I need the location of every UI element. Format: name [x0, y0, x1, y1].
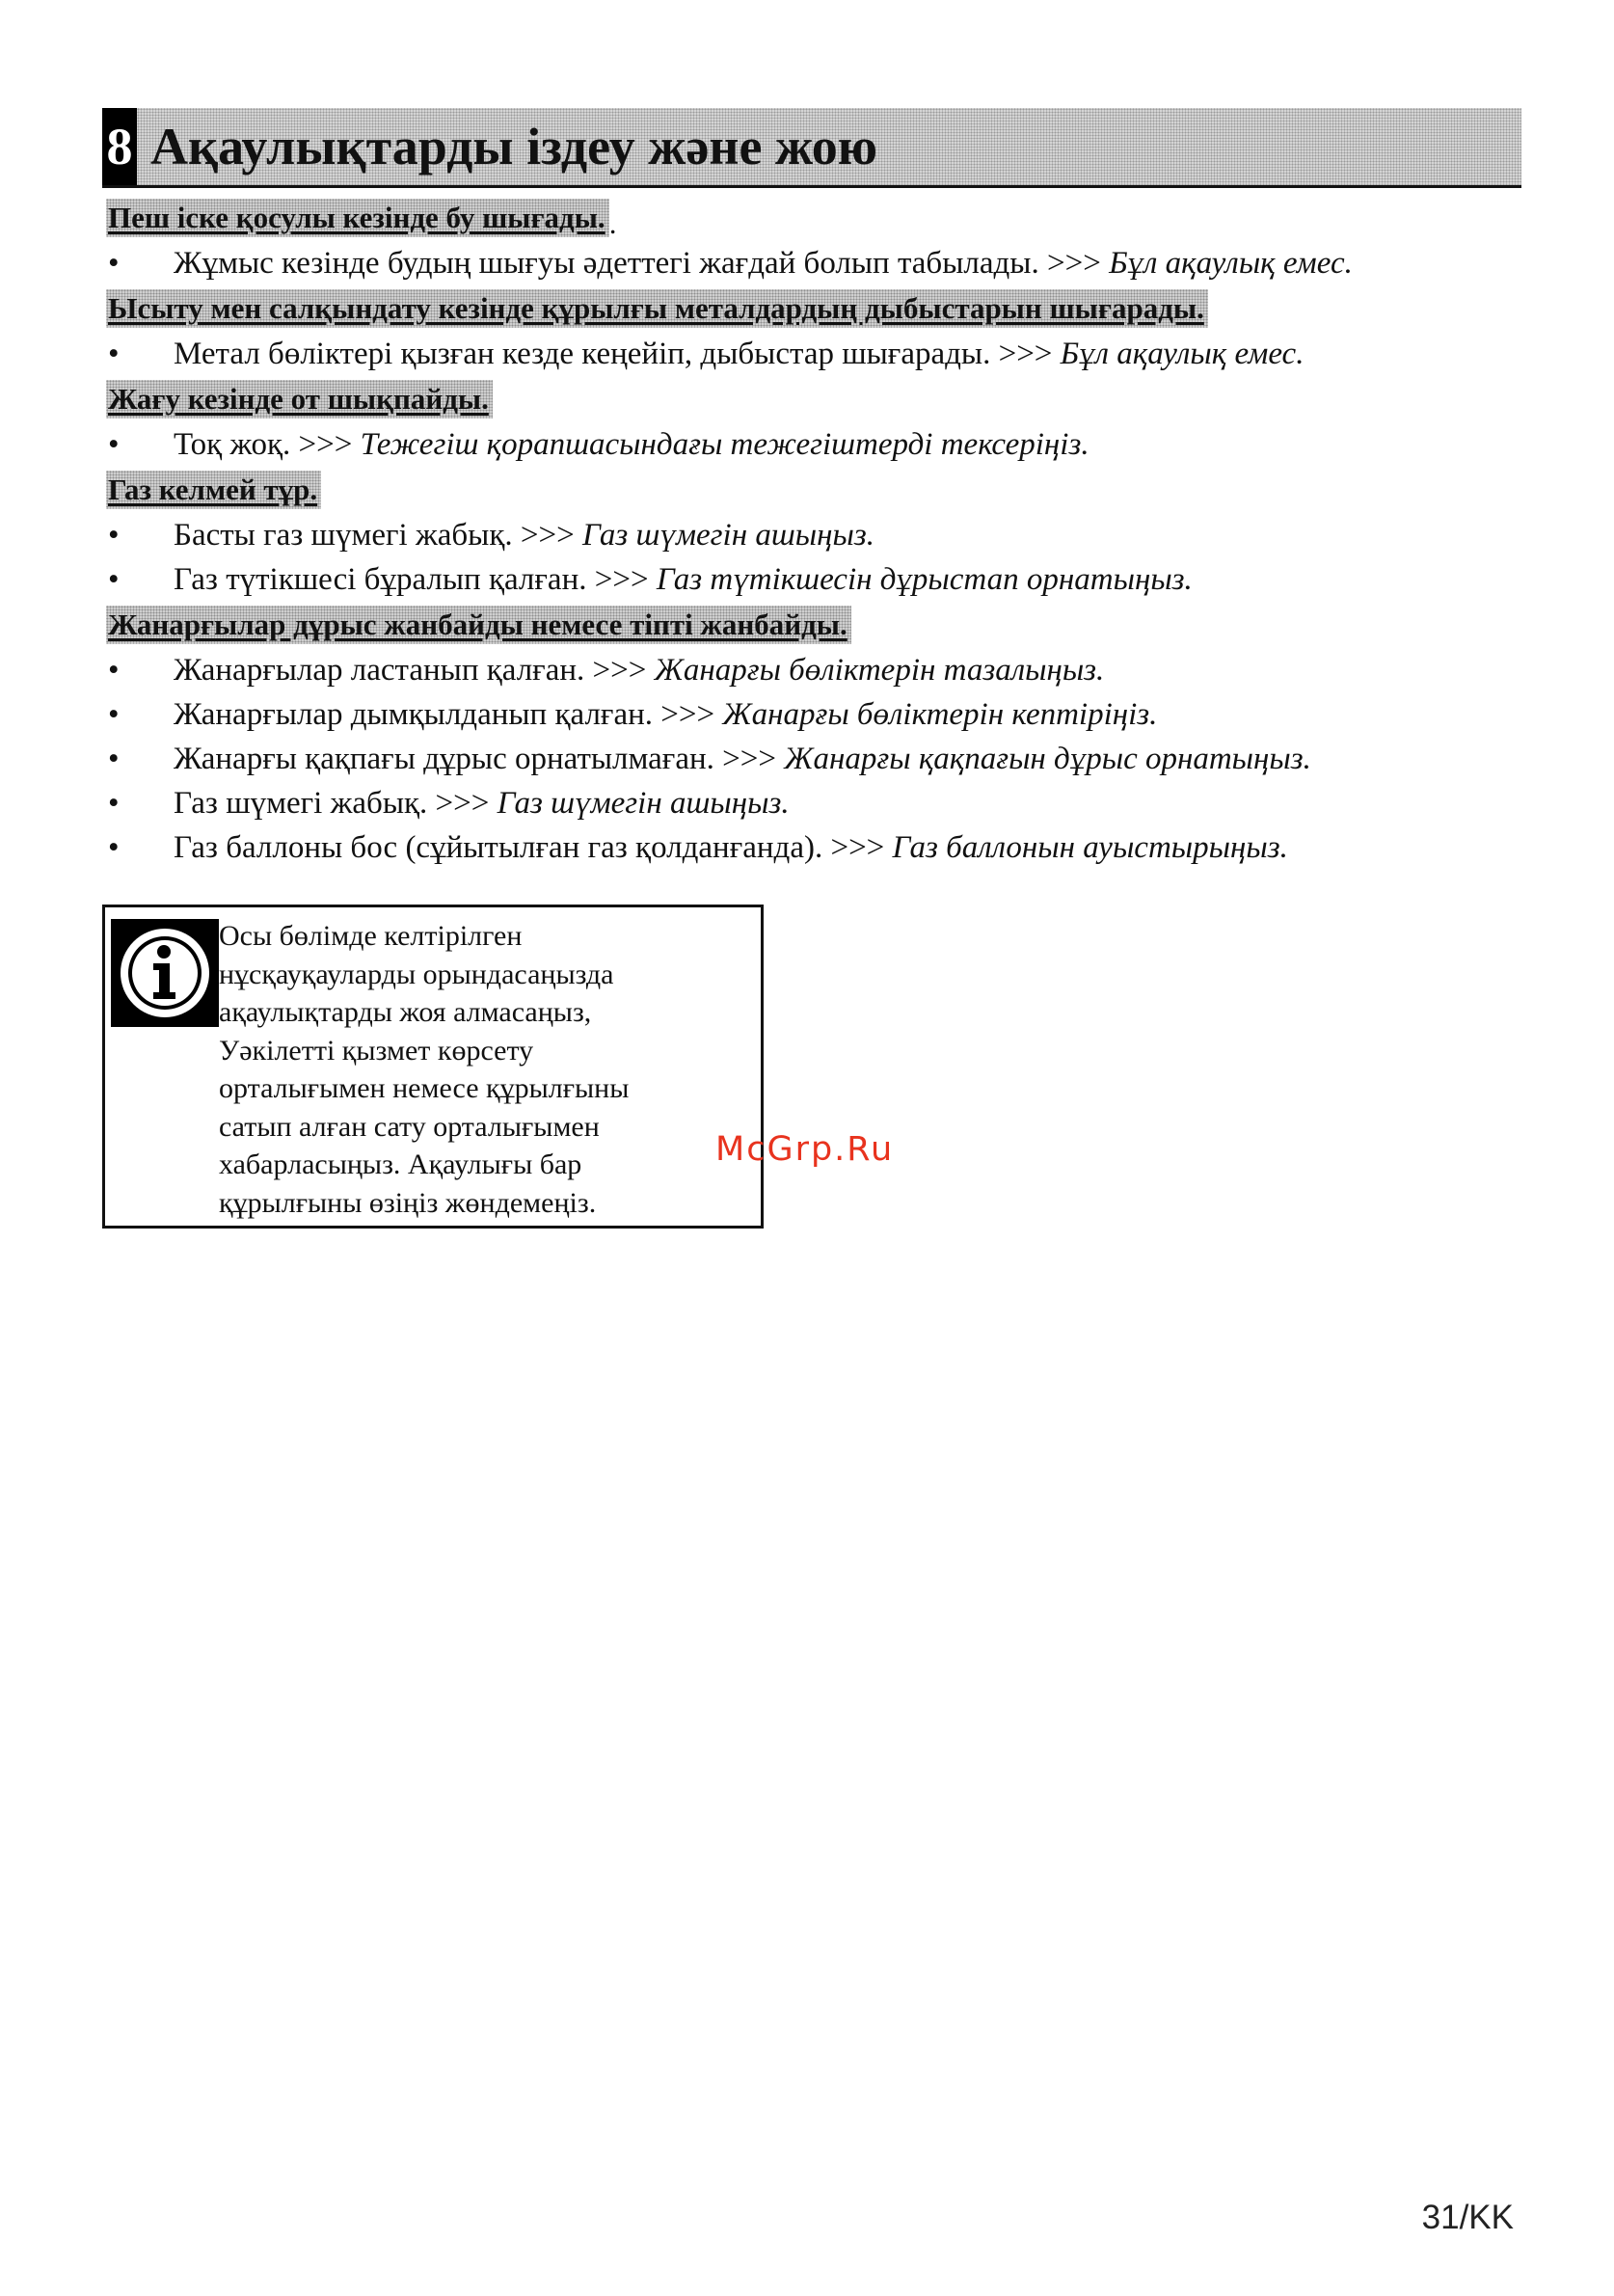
list-item: [106, 692, 1523, 737]
bullet-icon: •: [108, 427, 120, 462]
info-line: сатып алған сату орталығымен: [219, 1110, 600, 1143]
bullet-icon: •: [108, 830, 120, 865]
bullet-icon: •: [108, 246, 120, 281]
list-item: [106, 781, 1523, 825]
section-heading: Газ келмей тұр.: [106, 471, 321, 509]
cause-list: [106, 241, 1523, 285]
list-item: [106, 648, 1523, 692]
remedy-text: Газ шүмегін ашыңыз.: [497, 786, 790, 821]
remedy-text: Жанарғы бөліктерін кептіріңіз.: [722, 697, 1158, 732]
section-steam: [106, 195, 1523, 285]
section-no-gas: [106, 467, 1523, 602]
info-line: орталығымен немесе құрылғыны: [219, 1072, 630, 1104]
chapter-number: 8: [102, 108, 137, 185]
list-item: [106, 825, 1523, 870]
heading-suffix: .: [608, 206, 617, 240]
section-metal-sounds: [106, 285, 1523, 376]
remedy-text: Бұл ақаулық емес.: [1109, 246, 1353, 281]
remedy-text: Газ түтікшесін дұрыстап орнатыңыз.: [656, 562, 1193, 597]
info-note: [102, 905, 764, 1229]
cause-text: Жанарғылар ластанып қалған. >>>: [174, 653, 655, 688]
remedy-text: Газ шүмегін ашыңыз.: [581, 518, 874, 553]
cause-text: Метал бөліктері қызған кезде кеңейіп, дыбыстар шығарады. >>>: [174, 337, 1061, 371]
watermark: McGrp.Ru: [715, 1130, 895, 1169]
info-line: Осы бөлімде келтірілген: [219, 920, 523, 952]
list-item: [106, 332, 1523, 376]
remedy-text: Бұл ақаулық емес.: [1060, 337, 1305, 371]
section-heading: Жағу кезінде от шықпайды.: [106, 380, 493, 419]
info-line: хабарласыңыз. Ақаулығы бар: [219, 1148, 582, 1180]
bullet-icon: •: [108, 742, 120, 776]
page-number: 31/KK: [1421, 2199, 1514, 2236]
section-heading: Ысыту мен салқындату кезінде құрылғы металдардың дыбыстарын шығарады.: [106, 289, 1208, 328]
cause-list: [106, 332, 1523, 376]
cause-text: Газ баллоны бос (сұйытылған газ қолданғанда). >>>: [174, 830, 893, 865]
remedy-text: Газ баллонын ауыстырыңыз.: [892, 830, 1288, 865]
remedy-text: Тежегіш қорапшасындағы тежегіштерді тексеріңіз.: [360, 427, 1089, 462]
section-heading: Жанарғылар дұрыс жанбайды немесе тіпті жанбайды.: [106, 606, 851, 644]
list-item: [106, 737, 1523, 781]
info-line: ақаулықтарды жоя алмасаңыз,: [219, 996, 592, 1028]
cause-list: [106, 648, 1523, 870]
cause-text: Жанарғы қақпағы дұрыс орнатылмаған. >>>: [174, 742, 785, 776]
cause-list: [106, 513, 1523, 602]
info-icon: [111, 919, 219, 1027]
section-burners: [106, 602, 1523, 870]
bullet-icon: •: [108, 518, 120, 553]
section-heading: Пеш іске қосулы кезінде бу шығады.: [106, 199, 609, 237]
chapter-header: [102, 108, 1521, 188]
list-item: [106, 557, 1523, 602]
bullet-icon: •: [108, 653, 120, 688]
info-line: құрылғыны өзіңіз жөндемеңіз.: [219, 1186, 597, 1219]
list-item: [106, 422, 1523, 467]
bullet-icon: •: [108, 562, 120, 597]
cause-text: Жұмыс кезінде будың шығуы әдеттегі жағдай болып табылады. >>>: [174, 246, 1110, 281]
bullet-icon: •: [108, 697, 120, 732]
info-note-text: [219, 917, 740, 1222]
cause-text: Газ түтікшесі бұралып қалған. >>>: [174, 562, 657, 597]
remedy-text: Жанарғы бөліктерін тазалыңыз.: [654, 653, 1105, 688]
chapter-title: Ақаулықтарды іздеу және жою: [150, 118, 878, 176]
list-item: [106, 513, 1523, 557]
troubleshooting-content: [106, 195, 1523, 870]
section-no-ignition: [106, 376, 1523, 467]
cause-text: Тоқ жоқ. >>>: [174, 427, 361, 462]
cause-text: Жанарғылар дымқылданып қалған. >>>: [174, 697, 723, 732]
list-item: [106, 241, 1523, 285]
bullet-icon: •: [108, 786, 120, 821]
info-line: нұсқауқауларды орындасаңызда: [219, 958, 614, 990]
bullet-icon: •: [108, 337, 120, 371]
cause-text: Газ шүмегі жабық. >>>: [174, 786, 498, 821]
cause-list: [106, 422, 1523, 467]
remedy-text: Жанарғы қақпағын дұрыс орнатыңыз.: [784, 742, 1311, 776]
cause-text: Басты газ шүмегі жабық. >>>: [174, 518, 582, 553]
info-line: Уәкілетті қызмет көрсету: [219, 1034, 534, 1067]
